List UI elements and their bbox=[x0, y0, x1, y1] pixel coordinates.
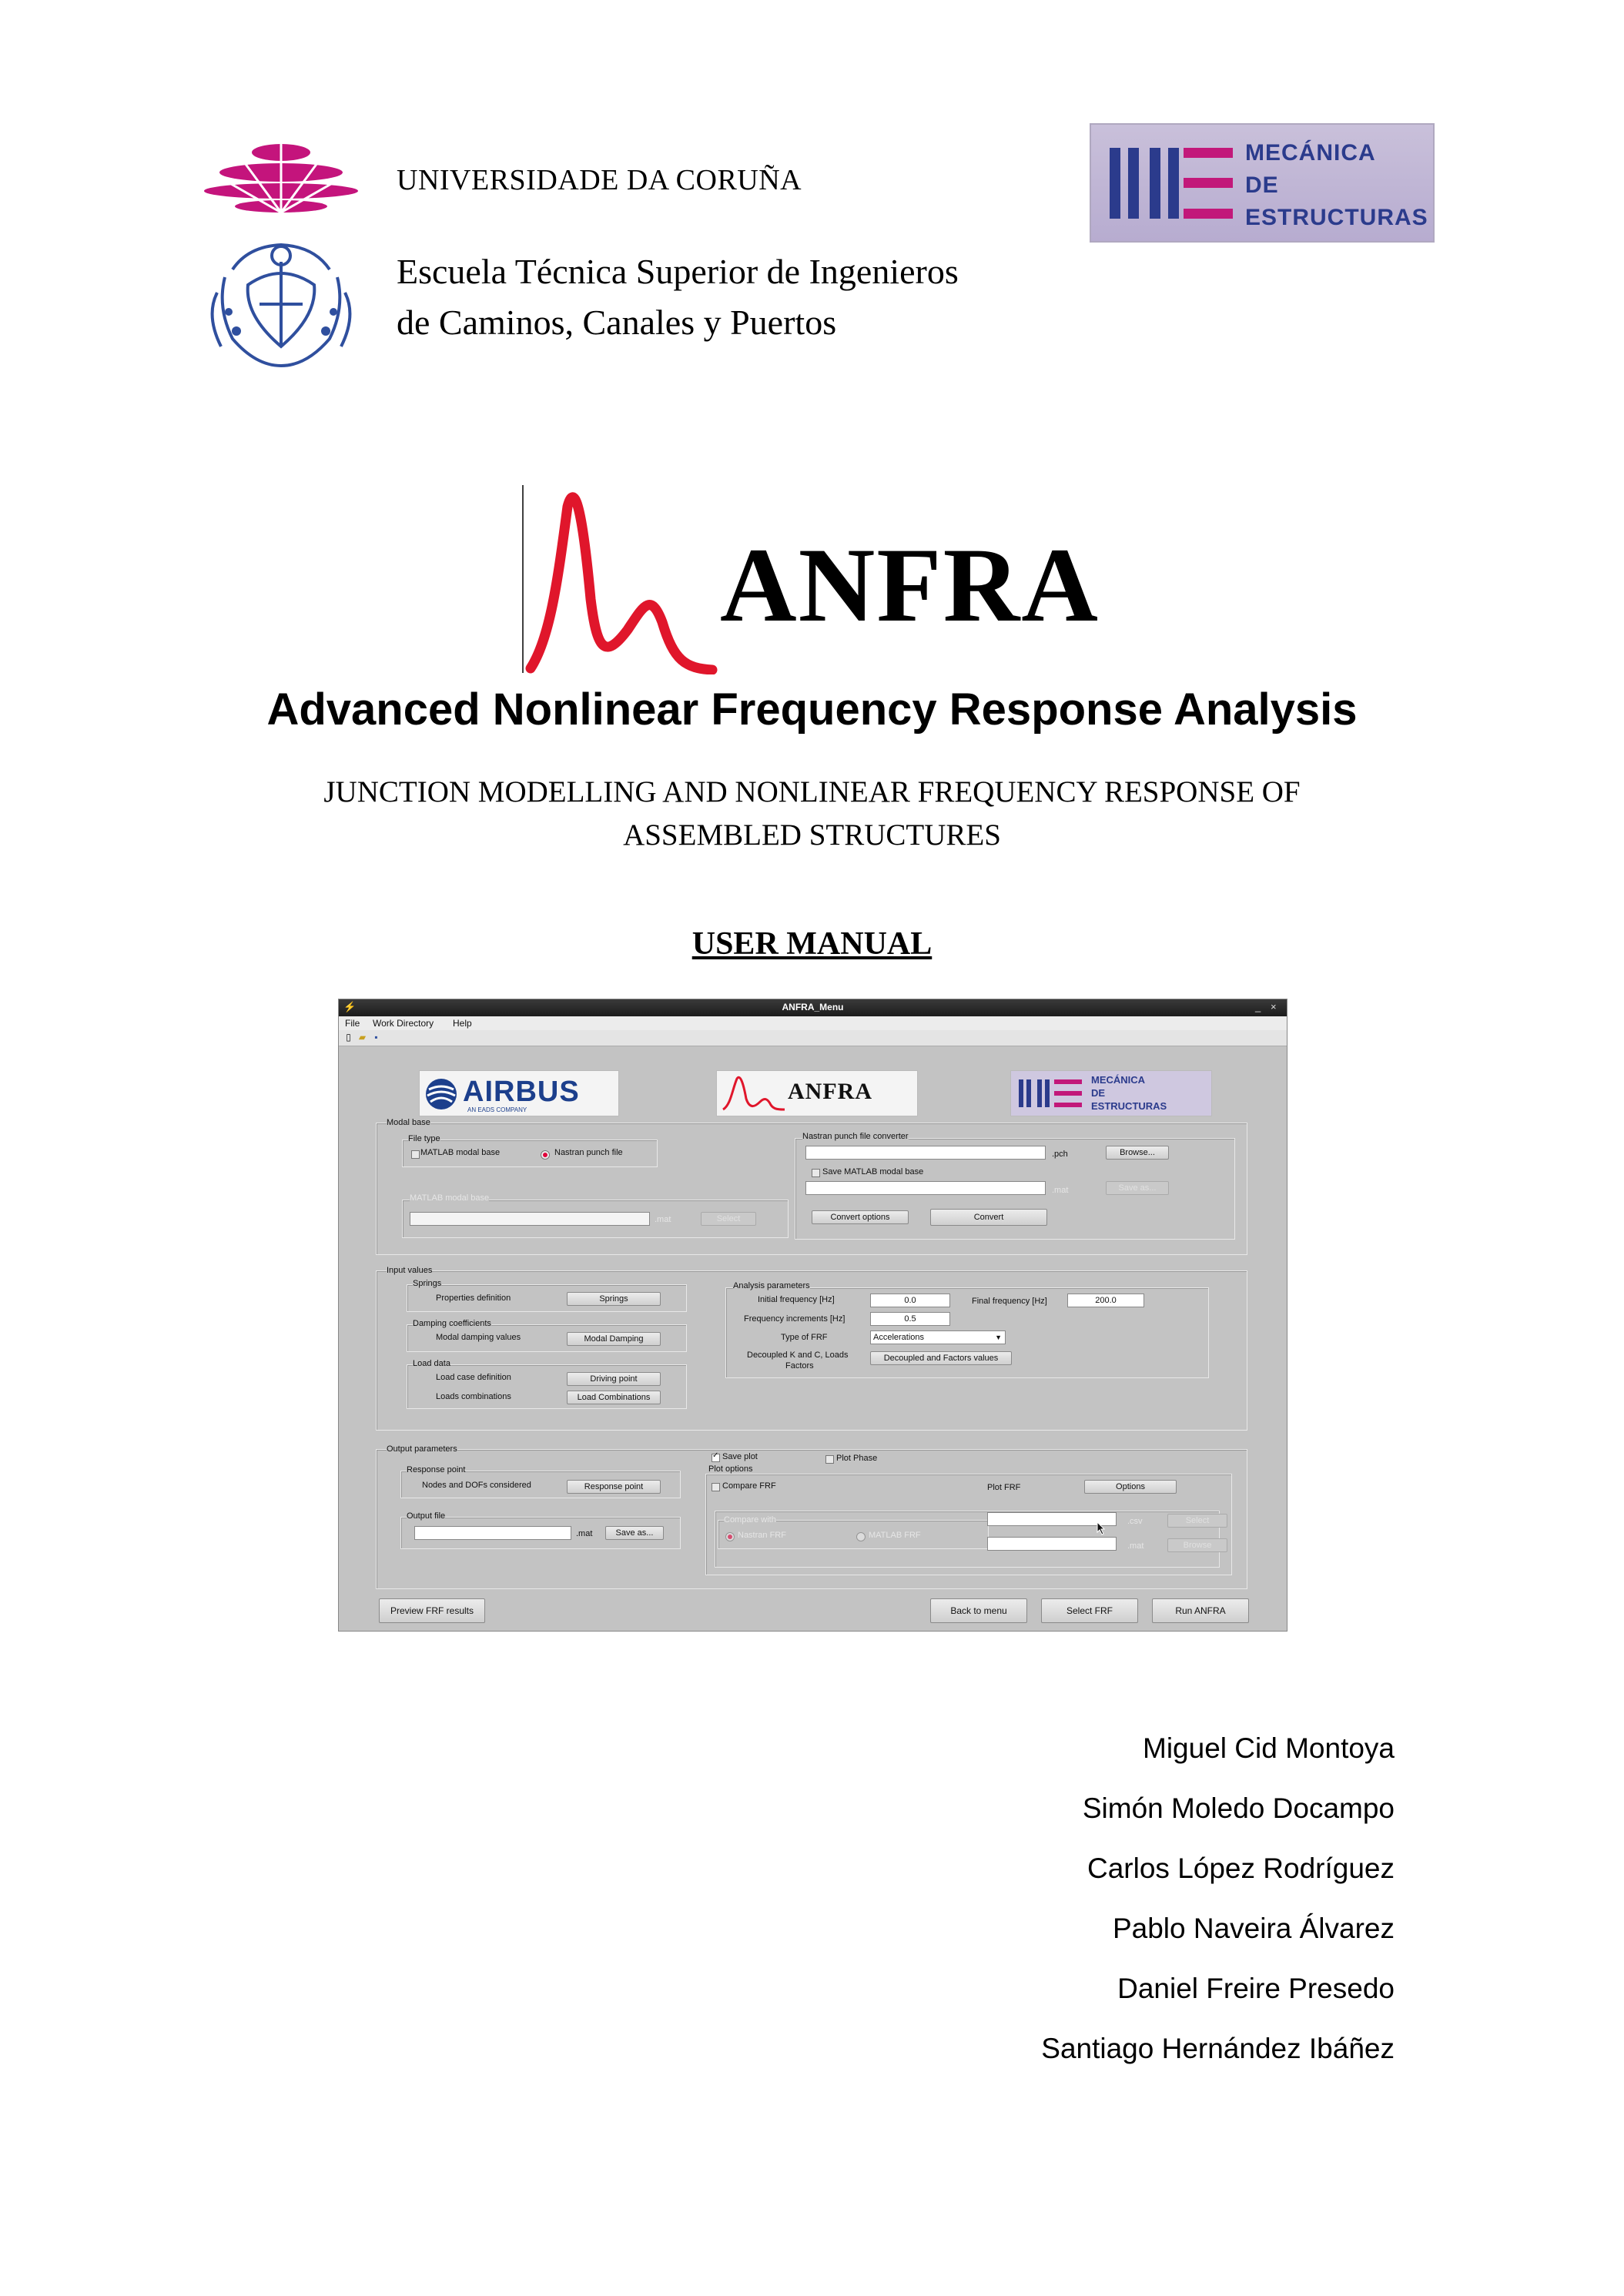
open-folder-icon[interactable]: ▰ bbox=[358, 1032, 367, 1043]
close-button[interactable]: × bbox=[1271, 1001, 1277, 1012]
decoupled-label-line1: Decoupled K and C, Loads bbox=[747, 1350, 849, 1360]
load-case-label: Load case definition bbox=[436, 1373, 511, 1382]
properties-definition-label: Properties definition bbox=[436, 1294, 511, 1303]
back-to-menu-button[interactable]: Back to menu bbox=[930, 1598, 1027, 1623]
springs-title: Springs bbox=[413, 1279, 442, 1288]
plot-phase-label: Plot Phase bbox=[836, 1454, 878, 1463]
pch-extension-label: .pch bbox=[1052, 1150, 1068, 1159]
airbus-globe-icon bbox=[424, 1077, 458, 1111]
punch-file-input[interactable] bbox=[805, 1146, 1046, 1160]
compare-browse-button[interactable]: Browse bbox=[1167, 1538, 1227, 1552]
anfra-logo-text: ANFRA bbox=[720, 526, 1100, 644]
decoupled-factors-button[interactable]: Decoupled and Factors values bbox=[870, 1351, 1012, 1365]
anfra-small-peak-icon bbox=[720, 1074, 786, 1113]
type-of-frf-label: Type of FRF bbox=[781, 1333, 828, 1342]
initial-frequency-label: Initial frequency [Hz] bbox=[758, 1295, 835, 1304]
mat-extension-label: .mat bbox=[655, 1215, 671, 1224]
subtitle-line2: ASSEMBLED STRUCTURES bbox=[623, 818, 1001, 852]
me-logo-line2: DE bbox=[1245, 172, 1279, 198]
plot-options-title: Plot options bbox=[708, 1464, 753, 1474]
select-modal-base-button[interactable]: Select bbox=[701, 1212, 756, 1226]
university-name: UNIVERSIDADE DA CORUÑA bbox=[397, 164, 802, 196]
output-file-title: Output file bbox=[407, 1511, 446, 1521]
me-logo-line1: MECÁNICA bbox=[1245, 140, 1376, 166]
me-logo-mark bbox=[1110, 140, 1233, 226]
compare-frf-checkbox[interactable] bbox=[712, 1483, 720, 1491]
me-app-logo-line3: ESTRUCTURAS bbox=[1091, 1100, 1167, 1112]
me-app-logo bbox=[1010, 1070, 1212, 1116]
matlab-frf-file-input[interactable] bbox=[987, 1537, 1117, 1551]
school-name-line2: de Caminos, Canales y Puertos bbox=[397, 303, 837, 342]
me-app-logo-line2: DE bbox=[1091, 1087, 1106, 1099]
frequency-increments-input[interactable]: 0.5 bbox=[870, 1312, 950, 1326]
university-logo bbox=[202, 139, 360, 216]
school-name-line1: Escuela Técnica Superior de Ingenieros bbox=[397, 252, 959, 291]
nastran-frf-radio[interactable] bbox=[725, 1532, 735, 1541]
plot-phase-checkbox[interactable] bbox=[825, 1455, 834, 1464]
modal-damping-label: Modal damping values bbox=[436, 1333, 521, 1342]
convert-options-button[interactable]: Convert options bbox=[812, 1210, 909, 1224]
save-matlab-base-checkbox[interactable] bbox=[812, 1169, 820, 1177]
select-frf-button[interactable]: Select FRF bbox=[1041, 1598, 1138, 1623]
matlab-modal-base-input[interactable] bbox=[410, 1212, 650, 1226]
output-parameters-title: Output parameters bbox=[387, 1444, 457, 1454]
subtitle-line1: JUNCTION MODELLING AND NONLINEAR FREQUENCY RESPONSE OF bbox=[323, 775, 1301, 808]
load-data-title: Load data bbox=[413, 1359, 450, 1368]
menu-bar bbox=[339, 1016, 1287, 1030]
document-title: Advanced Nonlinear Frequency Response Analysis bbox=[266, 684, 1358, 735]
frequency-increments-label: Frequency increments [Hz] bbox=[744, 1314, 845, 1324]
minimize-button[interactable]: _ bbox=[1255, 1001, 1261, 1012]
save-matlab-base-input[interactable] bbox=[805, 1181, 1046, 1195]
author-2: Simón Moledo Docampo bbox=[1082, 1792, 1395, 1824]
author-5: Daniel Freire Presedo bbox=[1117, 1973, 1395, 2004]
new-file-icon[interactable]: ▯ bbox=[346, 1032, 351, 1043]
browse-punch-button[interactable]: Browse... bbox=[1106, 1146, 1169, 1160]
damping-title: Damping coefficients bbox=[413, 1319, 491, 1328]
convert-button[interactable]: Convert bbox=[930, 1209, 1047, 1226]
output-save-as-button[interactable]: Save as... bbox=[605, 1526, 664, 1540]
type-of-frf-select[interactable] bbox=[870, 1330, 1006, 1344]
author-6: Santiago Hernández Ibáñez bbox=[1041, 2033, 1395, 2064]
preview-frf-results-button[interactable]: Preview FRF results bbox=[379, 1598, 485, 1623]
compare-with-title: Compare with bbox=[724, 1515, 776, 1525]
type-of-frf-value: Accelerations bbox=[873, 1333, 925, 1342]
modal-damping-button[interactable]: Modal Damping bbox=[567, 1332, 661, 1346]
nastran-frf-label: Nastran FRF bbox=[738, 1531, 786, 1540]
menu-help[interactable]: Help bbox=[453, 1018, 472, 1029]
plot-frf-label: Plot FRF bbox=[987, 1483, 1021, 1492]
save-plot-label: Save plot bbox=[722, 1452, 758, 1461]
file-type-title: File type bbox=[408, 1134, 440, 1143]
author-1: Miguel Cid Montoya bbox=[1143, 1732, 1395, 1764]
user-manual-heading: USER MANUAL bbox=[691, 926, 933, 962]
csv-extension-label: .csv bbox=[1127, 1517, 1143, 1526]
modal-base-title: Modal base bbox=[387, 1118, 430, 1127]
output-file-input[interactable] bbox=[414, 1526, 571, 1540]
mat-extension-label-2: .mat bbox=[1052, 1186, 1069, 1195]
app-icon: ⚡ bbox=[343, 1001, 357, 1012]
response-point-title: Response point bbox=[407, 1465, 466, 1474]
chevron-down-icon: ▼ bbox=[995, 1334, 1002, 1341]
save-as-modal-button[interactable]: Save as... bbox=[1106, 1181, 1169, 1195]
airbus-logo-text: AIRBUS bbox=[463, 1076, 580, 1108]
anfra-menu-window bbox=[338, 999, 1287, 1632]
analysis-parameters-title: Analysis parameters bbox=[733, 1281, 810, 1290]
output-mat-extension: .mat bbox=[576, 1529, 593, 1538]
matlab-modal-base-group-title: MATLAB modal base bbox=[410, 1193, 490, 1203]
input-values-title: Input values bbox=[387, 1266, 433, 1275]
airbus-logo bbox=[419, 1070, 619, 1116]
me-app-logo-mark bbox=[1019, 1078, 1083, 1109]
anfra-app-logo-text: ANFRA bbox=[788, 1079, 872, 1104]
author-3: Carlos López Rodríguez bbox=[1087, 1853, 1395, 1884]
matlab-modal-base-checkbox[interactable] bbox=[411, 1150, 420, 1159]
response-point-button[interactable]: Response point bbox=[567, 1480, 661, 1494]
author-4: Pablo Naveira Álvarez bbox=[1112, 1913, 1395, 1944]
loads-combinations-label: Loads combinations bbox=[436, 1392, 511, 1401]
matlab-frf-radio[interactable] bbox=[856, 1532, 866, 1541]
menu-file[interactable]: File bbox=[345, 1018, 360, 1029]
nastran-converter-title: Nastran punch file converter bbox=[802, 1132, 909, 1141]
initial-frequency-input[interactable]: 0.0 bbox=[870, 1294, 950, 1307]
window-titlebar bbox=[339, 999, 1287, 1016]
mouse-cursor-icon bbox=[1097, 1521, 1106, 1535]
school-seal bbox=[202, 231, 360, 370]
save-matlab-base-label: Save MATLAB modal base bbox=[822, 1167, 924, 1176]
nastran-punch-label: Nastran punch file bbox=[554, 1148, 623, 1157]
save-icon[interactable]: ▪ bbox=[374, 1032, 378, 1043]
airbus-logo-tagline: AN EADS COMPANY bbox=[467, 1106, 527, 1113]
load-combinations-button[interactable]: Load Combinations bbox=[567, 1391, 661, 1404]
mat-extension-label-3: .mat bbox=[1127, 1541, 1144, 1551]
final-frequency-input[interactable]: 200.0 bbox=[1067, 1294, 1144, 1307]
matlab-frf-label: MATLAB FRF bbox=[869, 1531, 921, 1540]
final-frequency-label: Final frequency [Hz] bbox=[972, 1297, 1047, 1306]
check-mark-icon: ✓ bbox=[712, 1451, 719, 1460]
plot-options-button[interactable]: Options bbox=[1084, 1480, 1177, 1494]
toolbar bbox=[339, 1030, 1287, 1046]
compare-frf-label: Compare FRF bbox=[722, 1481, 776, 1491]
nastran-punch-radio[interactable] bbox=[541, 1150, 550, 1160]
matlab-modal-base-label: MATLAB modal base bbox=[420, 1148, 501, 1157]
run-anfra-button[interactable]: Run ANFRA bbox=[1152, 1598, 1249, 1623]
anfra-frf-peak-logo bbox=[520, 484, 720, 674]
nodes-dofs-label: Nodes and DOFs considered bbox=[422, 1481, 531, 1490]
anfra-app-logo bbox=[716, 1070, 918, 1116]
compare-select-button[interactable]: Select bbox=[1167, 1514, 1227, 1528]
menu-work-directory[interactable]: Work Directory bbox=[373, 1018, 434, 1029]
driving-point-button[interactable]: Driving point bbox=[567, 1372, 661, 1386]
me-app-logo-line1: MECÁNICA bbox=[1091, 1074, 1146, 1086]
mecanica-estructuras-logo bbox=[1090, 123, 1435, 243]
me-logo-line3: ESTRUCTURAS bbox=[1245, 205, 1428, 230]
springs-button[interactable]: Springs bbox=[567, 1292, 661, 1306]
decoupled-label-line2: Factors bbox=[785, 1361, 814, 1371]
window-title: ANFRA_Menu bbox=[782, 1002, 844, 1012]
